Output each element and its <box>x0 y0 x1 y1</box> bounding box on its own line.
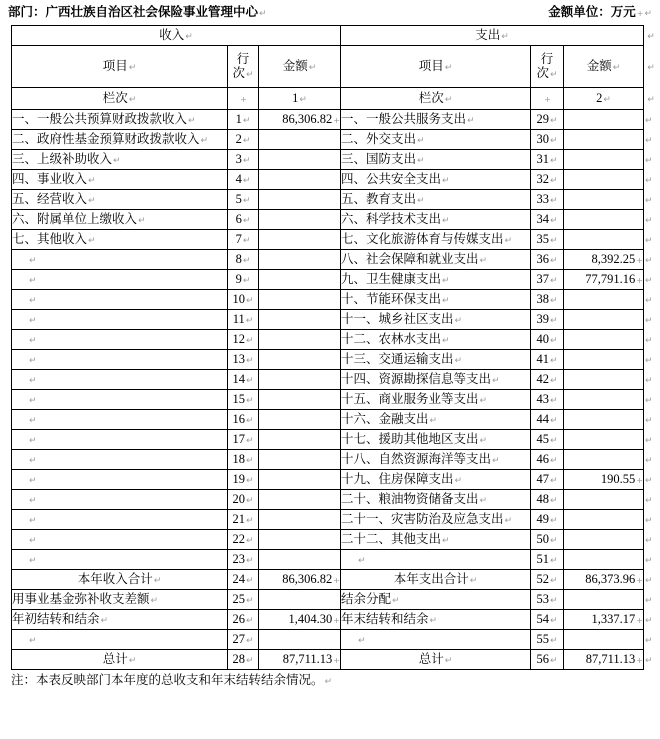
paragraph-mark: ↵ <box>259 9 267 19</box>
table-row <box>12 290 658 310</box>
expense-rowno-cell: 32↵ <box>531 170 564 190</box>
table-row <box>12 630 658 650</box>
income-rowno-cell: 28↵ <box>228 650 259 670</box>
table-row <box>12 350 658 370</box>
expense-amount-cell <box>564 390 644 410</box>
paragraph-mark: ↵ <box>501 31 509 42</box>
table-row <box>12 330 658 350</box>
expense-amount-cell: 77,791.16+ <box>564 270 644 290</box>
expense-amount-cell: 8,392.25+ <box>564 250 644 270</box>
row-end-mark: ↵ <box>645 135 653 146</box>
expense-amount-cell <box>564 290 644 310</box>
expense-rowno-cell: 55↵ <box>531 630 564 650</box>
income-rowno-cell: 14↵ <box>228 370 259 390</box>
income-item-cell: ↵ <box>12 290 228 310</box>
section-header-row <box>12 26 658 46</box>
income-amount-cell <box>259 390 341 410</box>
row-end-mark: ↵ <box>645 275 653 286</box>
expense-item-cell: 十五、商业服务业等支出↵ <box>341 390 531 410</box>
income-rowno-cell: 8↵ <box>228 250 259 270</box>
income-rowno-cell: 19↵ <box>228 470 259 490</box>
income-rowno-cell: 17↵ <box>228 430 259 450</box>
income-rowno-cell: 20↵ <box>228 490 259 510</box>
row-end-mark: ↵ <box>645 615 653 626</box>
expense-item-cell: 九、卫生健康支出↵ <box>341 270 531 290</box>
expense-rowno-cell: 34↵ <box>531 210 564 230</box>
income-item-cell: ↵ <box>12 450 228 470</box>
expense-rowno-cell: 39↵ <box>531 310 564 330</box>
expense-amount-cell: 190.55+ <box>564 470 644 490</box>
expense-rowno-cell: 36↵ <box>531 250 564 270</box>
table-row <box>12 450 658 470</box>
expense-amount-cell <box>564 330 644 350</box>
income-amount-cell <box>259 290 341 310</box>
income-item-cell: 二、政府性基金预算财政拨款收入↵ <box>12 130 228 150</box>
expense-item-cell: 结余分配↵ <box>341 590 531 610</box>
table-row <box>12 390 658 410</box>
expense-rowno-cell: 43↵ <box>531 390 564 410</box>
income-rowno-cell: 9↵ <box>228 270 259 290</box>
income-item-cell: 年初结转和结余↵ <box>12 610 228 630</box>
income-item-cell: ↵ <box>12 310 228 330</box>
income-amount-cell <box>259 370 341 390</box>
income-item-cell: 五、经营收入↵ <box>12 190 228 210</box>
income-rowno-cell: 4↵ <box>228 170 259 190</box>
paragraph-mark: ↵ <box>128 62 137 73</box>
income-rowno-cell: 21↵ <box>228 510 259 530</box>
expense-amount-cell: 86,373.96+ <box>564 570 644 590</box>
income-item-cell: ↵ <box>12 630 228 650</box>
paragraph-mark: ↵ <box>644 9 652 19</box>
expense-rowno-cell: 53↵ <box>531 590 564 610</box>
income-item-cell: 三、上级补助收入↵ <box>12 150 228 170</box>
income-amount-cell: 87,711.13+ <box>259 650 341 670</box>
expense-amount-cell <box>564 310 644 330</box>
expense-amount-cell: 1,337.17+ <box>564 610 644 630</box>
expense-item-cell: 六、科学技术支出↵ <box>341 210 531 230</box>
income-rowno-cell: 13↵ <box>228 350 259 370</box>
expense-item-cell: 十四、资源勘探信息等支出↵ <box>341 370 531 390</box>
paragraph-mark: ↵ <box>299 94 307 105</box>
expense-amount-cell <box>564 230 644 250</box>
income-amount-cell: 86,306.82+ <box>259 570 341 590</box>
row-end-mark: ↵ <box>645 435 653 446</box>
income-column-index: 1↵ <box>259 88 341 110</box>
row-end-mark: ↵ <box>645 355 653 366</box>
paragraph-mark: ↵ <box>245 69 254 80</box>
income-rowno-cell: 7↵ <box>228 230 259 250</box>
income-rowno-cell: 5↵ <box>228 190 259 210</box>
footnote-text: 注：本表反映部门本年度的总收支和年末结转结余情况。 <box>11 673 324 687</box>
row-end-mark: ↵ <box>645 515 653 526</box>
income-lanci-label: 栏次↵ <box>12 88 228 110</box>
expense-rowno-column-header: 行 次↵ <box>531 46 564 88</box>
row-end-mark: ↵ <box>645 455 653 466</box>
expense-item-cell: 二十二、其他支出↵ <box>341 530 531 550</box>
income-item-cell: ↵ <box>12 550 228 570</box>
expense-item-cell: 十三、交通运输支出↵ <box>341 350 531 370</box>
row-end-mark: ↵ <box>645 475 653 486</box>
cell-end-mark: + <box>240 94 247 104</box>
column-header-row <box>12 46 658 88</box>
expense-item-cell: 五、教育支出↵ <box>341 190 531 210</box>
income-rowno-cell: 6↵ <box>228 210 259 230</box>
expense-item-cell: 十二、农林水支出↵ <box>341 330 531 350</box>
expense-item-cell: 二十一、灾害防治及应急支出↵ <box>341 510 531 530</box>
expense-item-cell: 十一、城乡社区支出↵ <box>341 310 531 330</box>
expense-item-cell: 二十、粮油物资储备支出↵ <box>341 490 531 510</box>
paragraph-mark: ↵ <box>444 62 453 73</box>
expense-amount-cell <box>564 110 644 130</box>
expense-item-cell: ↵ <box>341 550 531 570</box>
table-row <box>12 470 658 490</box>
paragraph-mark: ↵ <box>128 94 137 105</box>
expense-item-cell: 三、国防支出↵ <box>341 150 531 170</box>
income-item-cell: ↵ <box>12 530 228 550</box>
income-item-cell: ↵ <box>12 490 228 510</box>
row-end-mark: ↵ <box>645 155 653 166</box>
row-end-mark: ↵ <box>645 655 653 666</box>
expense-amount-cell <box>564 170 644 190</box>
table-row <box>12 410 658 430</box>
income-amount-cell <box>259 490 341 510</box>
table-row <box>12 190 658 210</box>
income-item-cell: 六、附属单位上缴收入↵ <box>12 210 228 230</box>
expense-rowno-cell: 37↵ <box>531 270 564 290</box>
expense-rowno-cell: 41↵ <box>531 350 564 370</box>
income-amount-cell <box>259 410 341 430</box>
income-item-cell: ↵ <box>12 390 228 410</box>
cell-end-mark: + <box>636 9 644 18</box>
expense-item-cell: 二、外交支出↵ <box>341 130 531 150</box>
income-amount-cell <box>259 190 341 210</box>
table-row <box>12 590 658 610</box>
table-row <box>12 170 658 190</box>
expense-rowno-cell: 38↵ <box>531 290 564 310</box>
expense-column-index: 2↵ <box>564 88 644 110</box>
paragraph-mark: ↵ <box>324 677 333 687</box>
department-title <box>8 5 267 22</box>
table-row <box>12 530 658 550</box>
expense-rowno-cell: 31↵ <box>531 150 564 170</box>
income-amount-cell <box>259 270 341 290</box>
row-end-mark: ↵ <box>645 555 653 566</box>
title-bar <box>0 0 660 25</box>
income-amount-cell <box>259 430 341 450</box>
expense-amount-cell <box>564 210 644 230</box>
income-amount-cell <box>259 330 341 350</box>
row-end-mark: ↵ <box>645 375 653 386</box>
expense-rowno-cell: 30↵ <box>531 130 564 150</box>
table-row <box>12 270 658 290</box>
income-item-cell: ↵ <box>12 250 228 270</box>
income-item-cell: ↵ <box>12 350 228 370</box>
footnote <box>11 673 660 690</box>
expense-item-cell: 本年支出合计↵ <box>341 570 531 590</box>
income-amount-cell <box>259 230 341 250</box>
table-row <box>12 490 658 510</box>
table-row <box>12 230 658 250</box>
income-rowno-cell: 3↵ <box>228 150 259 170</box>
paragraph-mark: ↵ <box>549 69 558 80</box>
income-lanci-rowno-cell <box>228 88 259 110</box>
table-row <box>12 110 658 130</box>
row-end-mark: ↵ <box>645 495 653 506</box>
expense-amount-cell <box>564 410 644 430</box>
income-amount-cell <box>259 350 341 370</box>
income-amount-cell <box>259 630 341 650</box>
income-amount-cell <box>259 550 341 570</box>
income-item-cell: 总计↵ <box>12 650 228 670</box>
expense-amount-cell <box>564 370 644 390</box>
expense-item-cell: 十九、住房保障支出↵ <box>341 470 531 490</box>
row-end-mark: ↵ <box>645 635 653 646</box>
income-item-cell: ↵ <box>12 330 228 350</box>
income-rowno-cell: 15↵ <box>228 390 259 410</box>
income-section-header: 收入↵ <box>12 26 341 46</box>
expense-item-column-header: 项目↵ <box>341 46 531 88</box>
expense-rowno-cell: 56↵ <box>531 650 564 670</box>
expense-rowno-cell: 46↵ <box>531 450 564 470</box>
table-body <box>12 110 658 670</box>
row-end-mark: ↵ <box>645 115 653 126</box>
row-end-mark: ↵ <box>647 62 655 73</box>
expense-rowno-cell: 42↵ <box>531 370 564 390</box>
expense-amount-cell <box>564 530 644 550</box>
income-amount-cell <box>259 250 341 270</box>
income-item-cell: ↵ <box>12 430 228 450</box>
paragraph-mark: ↵ <box>603 94 611 105</box>
expense-rowno-cell: 44↵ <box>531 410 564 430</box>
expense-amount-cell: 87,711.13+ <box>564 650 644 670</box>
income-amount-cell <box>259 590 341 610</box>
income-item-cell: ↵ <box>12 510 228 530</box>
expense-item-cell: 十、节能环保支出↵ <box>341 290 531 310</box>
income-item-cell: 用事业基金弥补收支差额↵ <box>12 590 228 610</box>
expense-rowno-cell: 33↵ <box>531 190 564 210</box>
expense-item-cell: 十八、自然资源海洋等支出↵ <box>341 450 531 470</box>
table-row <box>12 570 658 590</box>
expense-rowno-cell: 49↵ <box>531 510 564 530</box>
department-title-text: 部门：广西壮族自治区社会保险事业管理中心 <box>8 5 259 19</box>
table-row <box>12 550 658 570</box>
expense-amount-cell <box>564 130 644 150</box>
table-row <box>12 370 658 390</box>
paragraph-mark: ↵ <box>444 94 453 105</box>
row-end-mark: ↵ <box>645 535 653 546</box>
expense-amount-cell <box>564 550 644 570</box>
income-item-cell: 本年收入合计↵ <box>12 570 228 590</box>
expense-rowno-cell: 35↵ <box>531 230 564 250</box>
column-index-row <box>12 88 658 110</box>
row-end-mark: ↵ <box>647 31 655 42</box>
expense-rowno-cell: 40↵ <box>531 330 564 350</box>
unit-label <box>548 5 652 22</box>
table-row <box>12 150 658 170</box>
expense-rowno-cell: 50↵ <box>531 530 564 550</box>
expense-item-cell: 七、文化旅游体育与传媒支出↵ <box>341 230 531 250</box>
expense-amount-cell <box>564 510 644 530</box>
income-item-cell: ↵ <box>12 370 228 390</box>
income-rowno-cell: 1↵ <box>228 110 259 130</box>
income-item-cell: ↵ <box>12 410 228 430</box>
expense-item-cell: ↵ <box>341 630 531 650</box>
expense-amount-cell <box>564 430 644 450</box>
income-item-cell: 一、一般公共预算财政拨款收入↵ <box>12 110 228 130</box>
expense-section-header: 支出↵ <box>341 26 644 46</box>
row-end-mark: ↵ <box>645 595 653 606</box>
table-row <box>12 210 658 230</box>
income-item-cell: 四、事业收入↵ <box>12 170 228 190</box>
expense-lanci-rowno-cell <box>531 88 564 110</box>
income-amount-cell <box>259 150 341 170</box>
expense-rowno-cell: 52↵ <box>531 570 564 590</box>
expense-rowno-cell: 47↵ <box>531 470 564 490</box>
income-amount-cell <box>259 210 341 230</box>
expense-item-cell: 年末结转和结余↵ <box>341 610 531 630</box>
row-end-mark: ↵ <box>645 395 653 406</box>
row-end-mark: ↵ <box>645 295 653 306</box>
income-amount-cell: 86,306.82+ <box>259 110 341 130</box>
row-end-mark: ↵ <box>645 195 653 206</box>
income-rowno-cell: 23↵ <box>228 550 259 570</box>
row-end-mark: ↵ <box>645 575 653 586</box>
table-row <box>12 250 658 270</box>
income-rowno-cell: 22↵ <box>228 530 259 550</box>
expense-item-cell: 总计↵ <box>341 650 531 670</box>
table-row <box>12 650 658 670</box>
income-rowno-cell: 10↵ <box>228 290 259 310</box>
income-rowno-column-header: 行 次↵ <box>228 46 259 88</box>
expense-rowno-cell: 48↵ <box>531 490 564 510</box>
row-end-mark: ↵ <box>645 215 653 226</box>
income-amount-cell: 1,404.30+ <box>259 610 341 630</box>
paragraph-mark: ↵ <box>308 62 317 73</box>
expense-item-cell: 八、社会保障和就业支出↵ <box>341 250 531 270</box>
income-item-cell: ↵ <box>12 470 228 490</box>
row-end-mark: ↵ <box>645 235 653 246</box>
income-amount-cell <box>259 470 341 490</box>
income-rowno-cell: 24↵ <box>228 570 259 590</box>
income-amount-cell <box>259 310 341 330</box>
income-amount-cell <box>259 450 341 470</box>
expense-amount-cell <box>564 350 644 370</box>
income-amount-cell <box>259 130 341 150</box>
budget-summary-table <box>11 25 658 670</box>
expense-item-cell: 四、公共安全支出↵ <box>341 170 531 190</box>
income-rowno-cell: 11↵ <box>228 310 259 330</box>
expense-amount-cell <box>564 590 644 610</box>
paragraph-mark: ↵ <box>185 31 193 42</box>
income-item-cell: ↵ <box>12 270 228 290</box>
expense-amount-cell <box>564 450 644 470</box>
cell-end-mark: + <box>544 94 551 104</box>
income-rowno-cell: 12↵ <box>228 330 259 350</box>
expense-item-cell: 十七、援助其他地区支出↵ <box>341 430 531 450</box>
row-end-mark: ↵ <box>645 255 653 266</box>
income-rowno-cell: 27↵ <box>228 630 259 650</box>
income-amount-cell <box>259 170 341 190</box>
table-row <box>12 130 658 150</box>
income-rowno-cell: 16↵ <box>228 410 259 430</box>
row-end-mark: ↵ <box>645 315 653 326</box>
unit-label-text: 金额单位：万元 <box>548 5 636 19</box>
expense-item-cell: 十六、金融支出↵ <box>341 410 531 430</box>
expense-rowno-cell: 45↵ <box>531 430 564 450</box>
expense-rowno-cell: 29↵ <box>531 110 564 130</box>
expense-rowno-cell: 51↵ <box>531 550 564 570</box>
income-amount-cell <box>259 510 341 530</box>
expense-amount-cell <box>564 630 644 650</box>
table-row <box>12 510 658 530</box>
income-rowno-cell: 18↵ <box>228 450 259 470</box>
row-end-mark: ↵ <box>645 175 653 186</box>
income-amount-cell <box>259 530 341 550</box>
table-row <box>12 430 658 450</box>
expense-rowno-cell: 54↵ <box>531 610 564 630</box>
income-amount-column-header: 金额↵ <box>259 46 341 88</box>
income-item-column-header: 项目↵ <box>12 46 228 88</box>
expense-amount-column-header: 金额↵ <box>564 46 644 88</box>
expense-amount-cell <box>564 190 644 210</box>
row-end-mark: ↵ <box>645 415 653 426</box>
income-rowno-cell: 2↵ <box>228 130 259 150</box>
income-rowno-cell: 26↵ <box>228 610 259 630</box>
income-item-cell: 七、其他收入↵ <box>12 230 228 250</box>
expense-lanci-label: 栏次↵ <box>341 88 531 110</box>
paragraph-mark: ↵ <box>612 62 621 73</box>
income-rowno-cell: 25↵ <box>228 590 259 610</box>
row-end-mark: ↵ <box>647 94 655 105</box>
expense-amount-cell <box>564 150 644 170</box>
expense-amount-cell <box>564 490 644 510</box>
row-end-mark: ↵ <box>645 335 653 346</box>
table-row <box>12 310 658 330</box>
table-row <box>12 610 658 630</box>
expense-item-cell: 一、一般公共服务支出↵ <box>341 110 531 130</box>
